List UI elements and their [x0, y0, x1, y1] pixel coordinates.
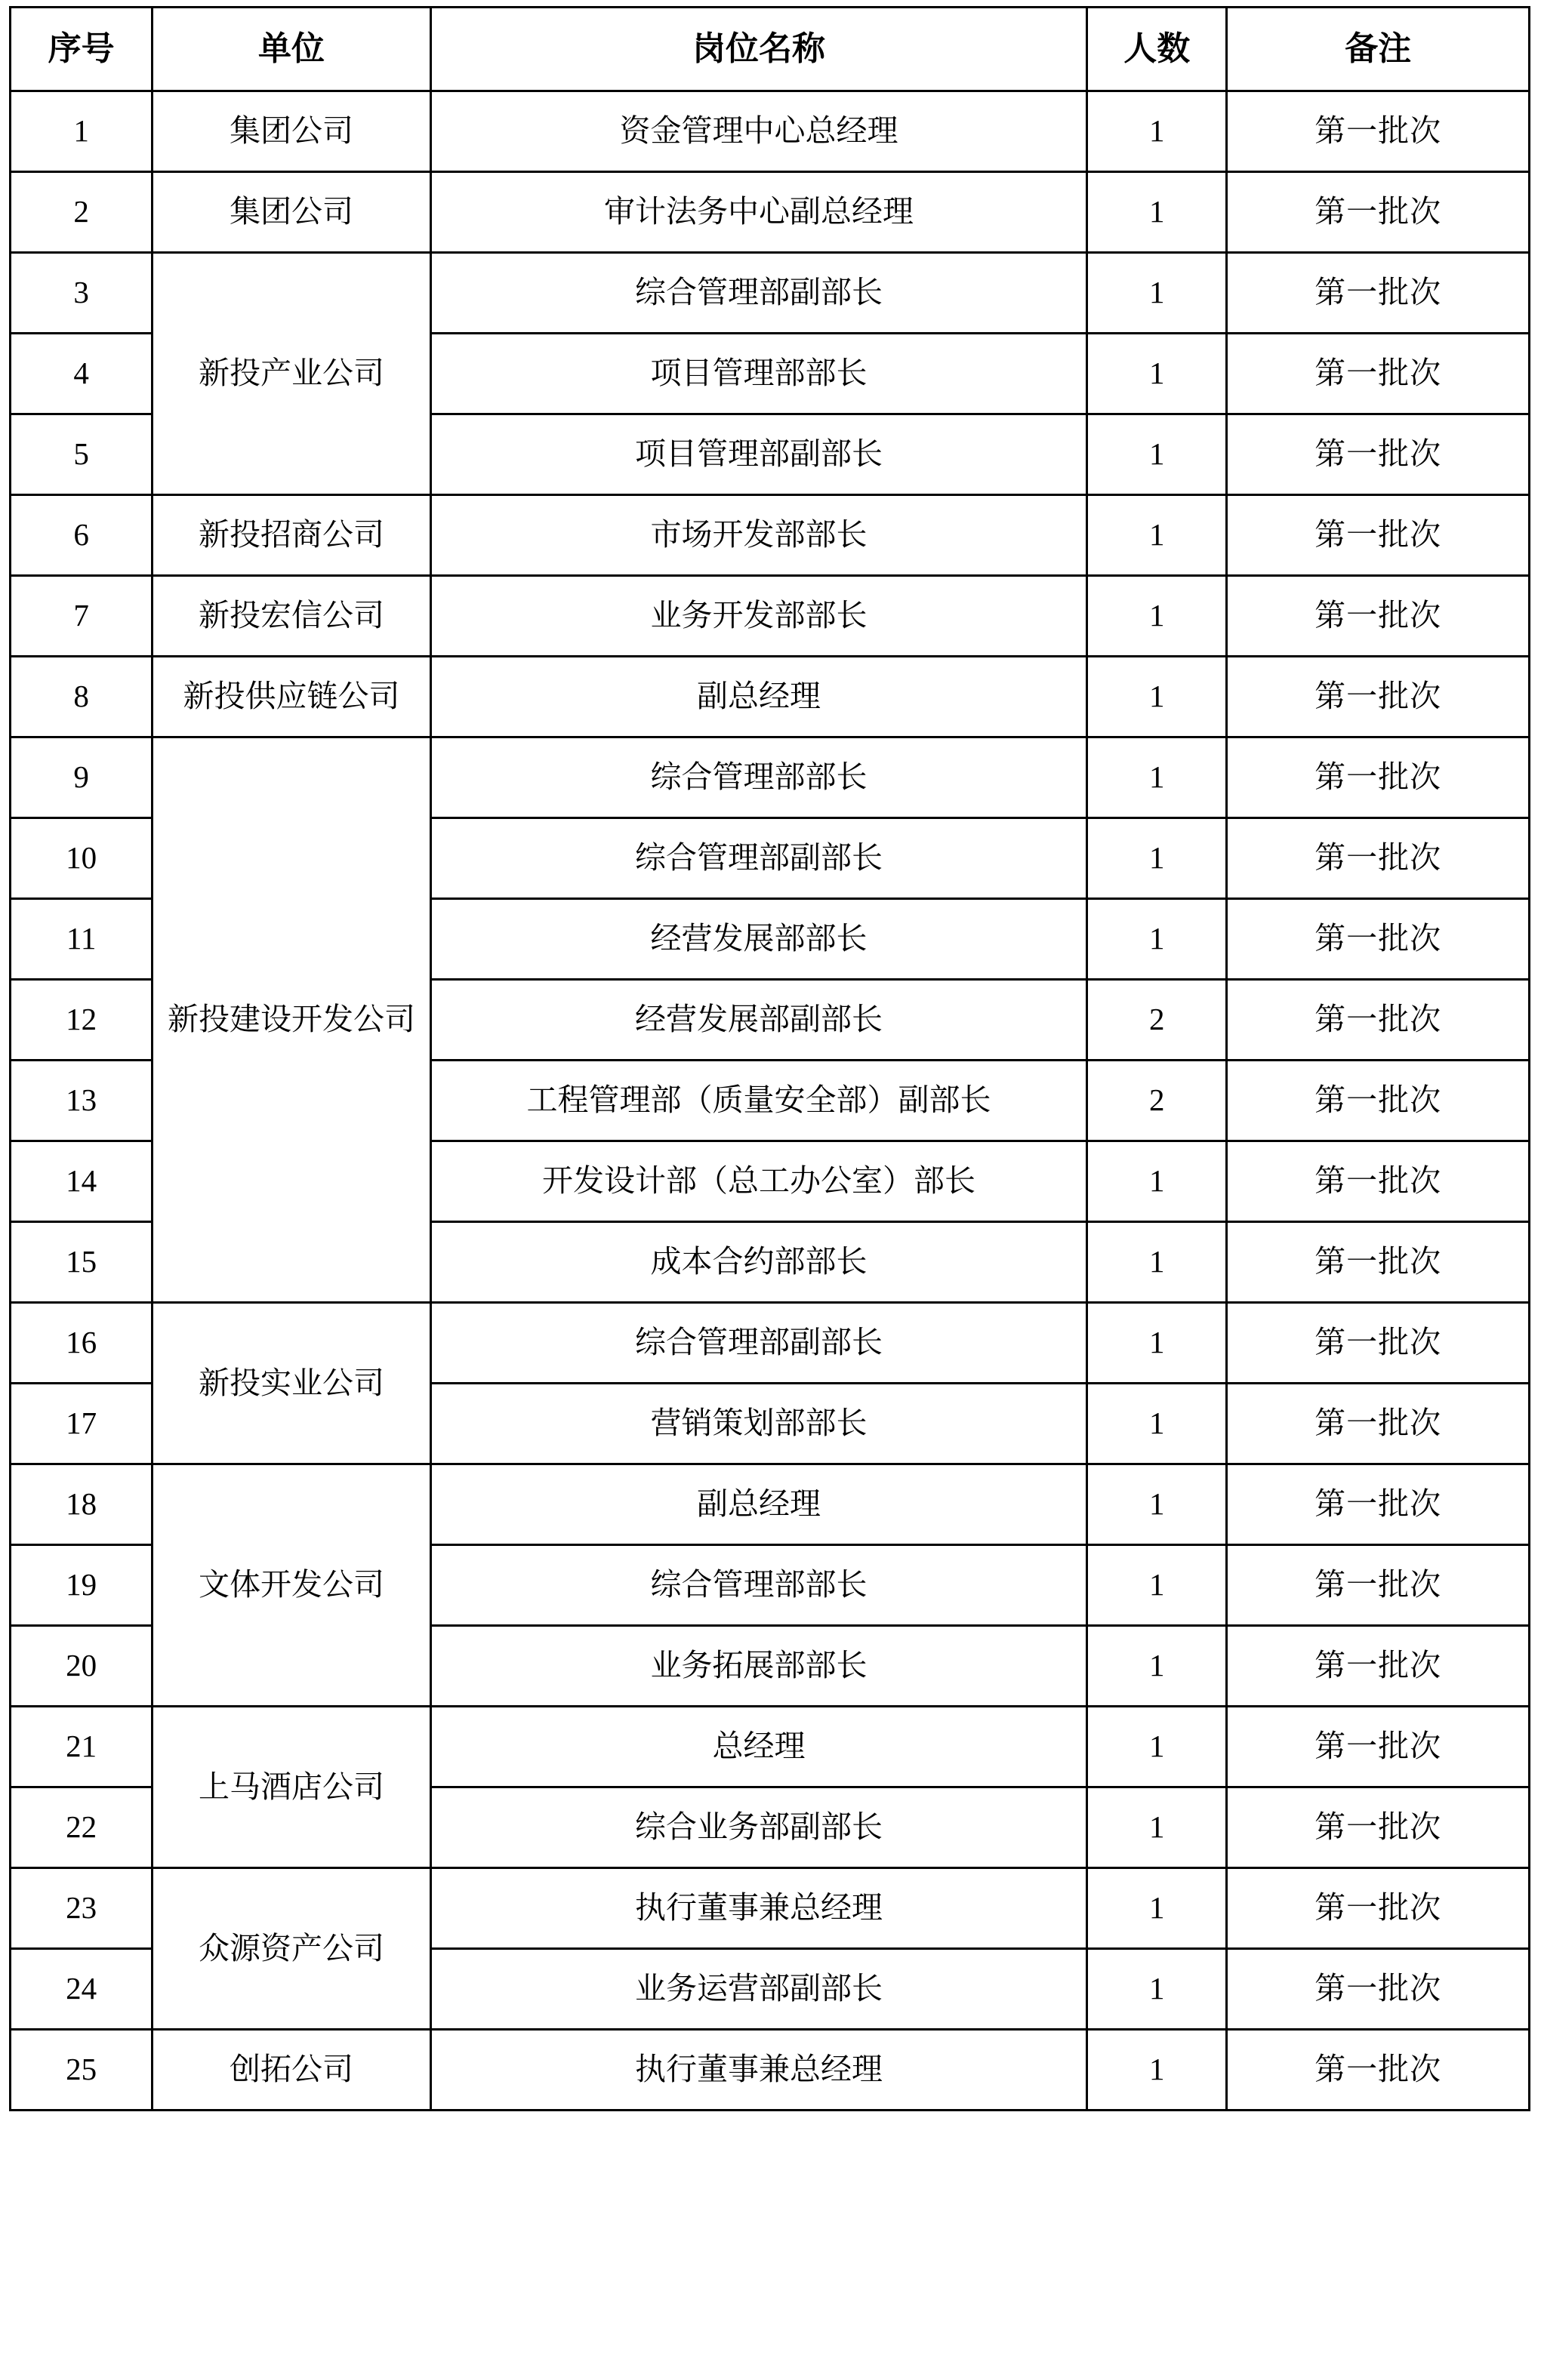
cell-count: 1 — [1087, 253, 1227, 334]
cell-unit: 众源资产公司 — [153, 1868, 431, 2030]
table-row — [11, 1464, 1530, 1545]
cell-note: 第一批次 — [1227, 1545, 1530, 1626]
table-body — [11, 91, 1530, 2111]
cell-index: 11 — [11, 899, 153, 980]
cell-count: 2 — [1087, 980, 1227, 1061]
cell-note: 第一批次 — [1227, 1707, 1530, 1787]
cell-index: 17 — [11, 1384, 153, 1464]
cell-count: 1 — [1087, 1545, 1227, 1626]
cell-count: 1 — [1087, 334, 1227, 414]
cell-index: 23 — [11, 1868, 153, 1949]
cell-index: 24 — [11, 1949, 153, 2030]
table-row — [11, 657, 1530, 737]
cell-count: 1 — [1087, 495, 1227, 576]
cell-count: 1 — [1087, 91, 1227, 172]
cell-count: 1 — [1087, 1303, 1227, 1384]
cell-count: 1 — [1087, 1949, 1227, 2030]
cell-index: 14 — [11, 1141, 153, 1222]
cell-post: 开发设计部（总工办公室）部长 — [430, 1141, 1086, 1222]
cell-note: 第一批次 — [1227, 576, 1530, 657]
cell-index: 22 — [11, 1787, 153, 1868]
cell-note: 第一批次 — [1227, 1384, 1530, 1464]
cell-post: 执行董事兼总经理 — [430, 2030, 1086, 2111]
cell-index: 9 — [11, 737, 153, 818]
cell-post: 综合管理部副部长 — [430, 253, 1086, 334]
cell-count: 1 — [1087, 2030, 1227, 2111]
cell-index: 2 — [11, 172, 153, 253]
cell-index: 25 — [11, 2030, 153, 2111]
cell-note: 第一批次 — [1227, 1464, 1530, 1545]
table-row — [11, 91, 1530, 172]
cell-unit: 集团公司 — [153, 172, 431, 253]
cell-post: 审计法务中心副总经理 — [430, 172, 1086, 253]
cell-note: 第一批次 — [1227, 172, 1530, 253]
cell-index: 4 — [11, 334, 153, 414]
cell-note: 第一批次 — [1227, 1141, 1530, 1222]
cell-unit: 新投产业公司 — [153, 253, 431, 495]
cell-post: 综合管理部副部长 — [430, 818, 1086, 899]
table-row — [11, 737, 1530, 818]
cell-index: 7 — [11, 576, 153, 657]
cell-post: 项目管理部部长 — [430, 334, 1086, 414]
cell-note: 第一批次 — [1227, 1787, 1530, 1868]
cell-count: 1 — [1087, 1787, 1227, 1868]
column-header-post: 岗位名称 — [430, 8, 1086, 91]
cell-unit: 新投供应链公司 — [153, 657, 431, 737]
cell-post: 综合管理部部长 — [430, 1545, 1086, 1626]
cell-index: 20 — [11, 1626, 153, 1707]
cell-count: 2 — [1087, 1061, 1227, 1141]
cell-post: 执行董事兼总经理 — [430, 1868, 1086, 1949]
cell-index: 3 — [11, 253, 153, 334]
cell-post: 资金管理中心总经理 — [430, 91, 1086, 172]
cell-note: 第一批次 — [1227, 1949, 1530, 2030]
cell-post: 经营发展部副部长 — [430, 980, 1086, 1061]
table-row — [11, 495, 1530, 576]
recruitment-position-table — [9, 6, 1530, 2111]
cell-count: 1 — [1087, 576, 1227, 657]
cell-post: 市场开发部部长 — [430, 495, 1086, 576]
cell-unit: 上马酒店公司 — [153, 1707, 431, 1868]
cell-note: 第一批次 — [1227, 334, 1530, 414]
cell-note: 第一批次 — [1227, 657, 1530, 737]
cell-note: 第一批次 — [1227, 495, 1530, 576]
cell-unit: 文体开发公司 — [153, 1464, 431, 1707]
cell-post: 业务开发部部长 — [430, 576, 1086, 657]
cell-post: 成本合约部部长 — [430, 1222, 1086, 1303]
cell-note: 第一批次 — [1227, 737, 1530, 818]
cell-count: 1 — [1087, 818, 1227, 899]
column-header-count: 人数 — [1087, 8, 1227, 91]
cell-post: 经营发展部部长 — [430, 899, 1086, 980]
cell-note: 第一批次 — [1227, 1868, 1530, 1949]
table-row — [11, 1868, 1530, 1949]
table-header — [11, 8, 1530, 91]
cell-note: 第一批次 — [1227, 1222, 1530, 1303]
table-row — [11, 1303, 1530, 1384]
cell-count: 1 — [1087, 899, 1227, 980]
cell-count: 1 — [1087, 1707, 1227, 1787]
column-header-unit: 单位 — [153, 8, 431, 91]
cell-post: 副总经理 — [430, 1464, 1086, 1545]
cell-post: 总经理 — [430, 1707, 1086, 1787]
cell-post: 工程管理部（质量安全部）副部长 — [430, 1061, 1086, 1141]
cell-post: 营销策划部部长 — [430, 1384, 1086, 1464]
cell-index: 6 — [11, 495, 153, 576]
cell-note: 第一批次 — [1227, 980, 1530, 1061]
cell-index: 12 — [11, 980, 153, 1061]
table-row — [11, 172, 1530, 253]
cell-unit: 创拓公司 — [153, 2030, 431, 2111]
cell-index: 16 — [11, 1303, 153, 1384]
cell-post: 综合管理部部长 — [430, 737, 1086, 818]
cell-count: 1 — [1087, 1464, 1227, 1545]
cell-note: 第一批次 — [1227, 414, 1530, 495]
cell-note: 第一批次 — [1227, 899, 1530, 980]
cell-post: 副总经理 — [430, 657, 1086, 737]
cell-count: 1 — [1087, 1626, 1227, 1707]
table-header-row — [11, 8, 1530, 91]
cell-index: 15 — [11, 1222, 153, 1303]
cell-count: 1 — [1087, 172, 1227, 253]
cell-unit: 新投招商公司 — [153, 495, 431, 576]
cell-count: 1 — [1087, 737, 1227, 818]
column-header-note: 备注 — [1227, 8, 1530, 91]
cell-unit: 新投宏信公司 — [153, 576, 431, 657]
cell-note: 第一批次 — [1227, 1303, 1530, 1384]
cell-count: 1 — [1087, 414, 1227, 495]
table-row — [11, 576, 1530, 657]
cell-index: 21 — [11, 1707, 153, 1787]
cell-index: 1 — [11, 91, 153, 172]
cell-note: 第一批次 — [1227, 1626, 1530, 1707]
cell-note: 第一批次 — [1227, 91, 1530, 172]
cell-note: 第一批次 — [1227, 818, 1530, 899]
cell-count: 1 — [1087, 1141, 1227, 1222]
cell-index: 8 — [11, 657, 153, 737]
table-row — [11, 253, 1530, 334]
cell-post: 综合管理部副部长 — [430, 1303, 1086, 1384]
cell-unit: 新投建设开发公司 — [153, 737, 431, 1303]
cell-index: 10 — [11, 818, 153, 899]
cell-unit: 新投实业公司 — [153, 1303, 431, 1464]
cell-unit: 集团公司 — [153, 91, 431, 172]
cell-post: 项目管理部副部长 — [430, 414, 1086, 495]
cell-post: 综合业务部副部长 — [430, 1787, 1086, 1868]
cell-note: 第一批次 — [1227, 1061, 1530, 1141]
cell-note: 第一批次 — [1227, 2030, 1530, 2111]
cell-count: 1 — [1087, 657, 1227, 737]
cell-index: 5 — [11, 414, 153, 495]
table-row — [11, 2030, 1530, 2111]
column-header-index: 序号 — [11, 8, 153, 91]
cell-index: 19 — [11, 1545, 153, 1626]
cell-count: 1 — [1087, 1868, 1227, 1949]
table-row — [11, 1707, 1530, 1787]
cell-index: 13 — [11, 1061, 153, 1141]
cell-post: 业务拓展部部长 — [430, 1626, 1086, 1707]
cell-post: 业务运营部副部长 — [430, 1949, 1086, 2030]
cell-index: 18 — [11, 1464, 153, 1545]
cell-count: 1 — [1087, 1222, 1227, 1303]
cell-note: 第一批次 — [1227, 253, 1530, 334]
cell-count: 1 — [1087, 1384, 1227, 1464]
